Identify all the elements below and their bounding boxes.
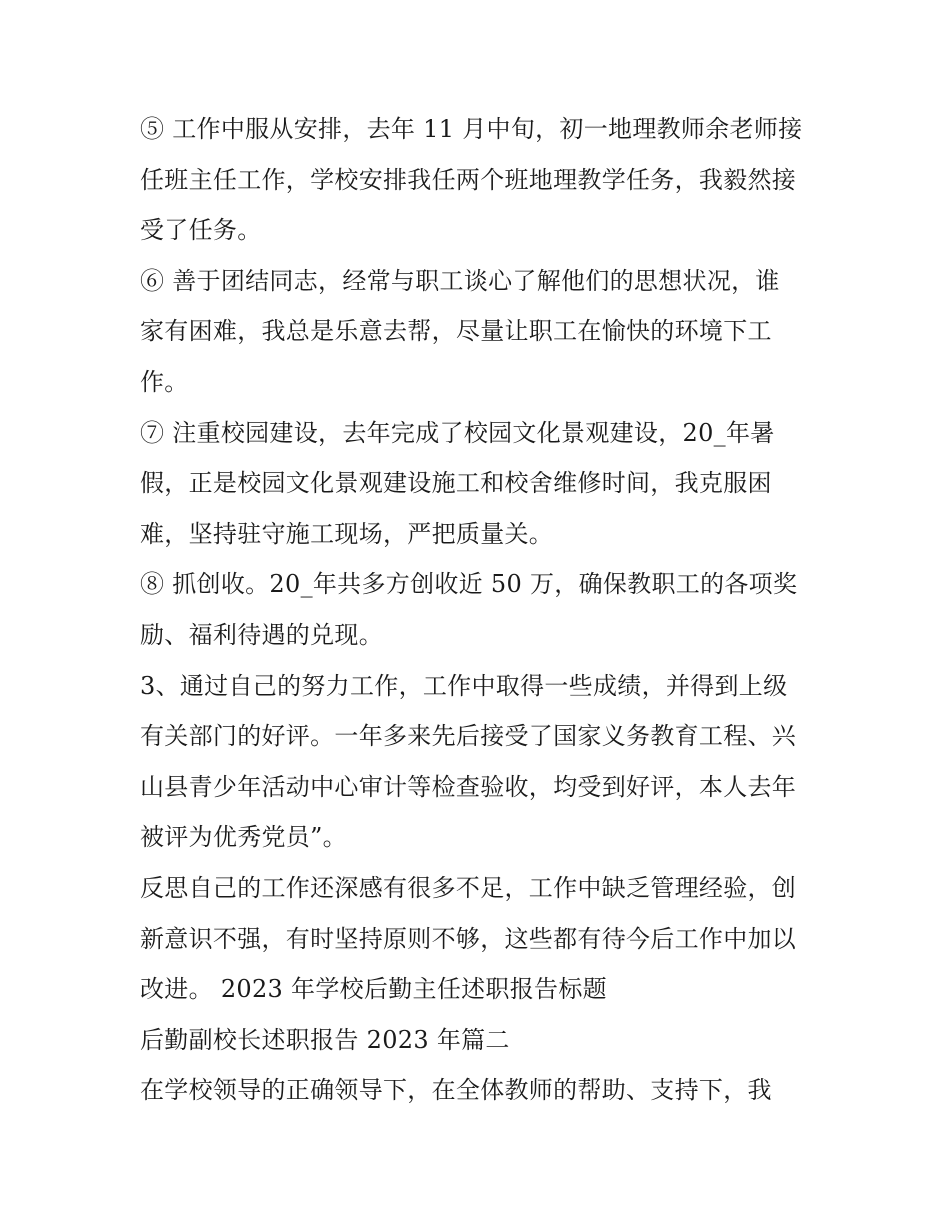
text-line: ⑥ 善于团结同志，经常与职工谈心了解他们的思想状况，谁 [140,266,780,295]
text-line: 有关部门的好评。一年多来先后接受了国家义务教育工程、兴 [140,722,797,751]
text-line: 家有困难，我总是乐意去帮，尽量让职工在愉快的环境下工 [140,317,772,346]
text-line: 任班主任工作，学校安排我任两个班地理教学任务，我毅然接 [140,165,797,194]
text-line: ⑧ 抓创收。20_年共多方创收近 50 万，确保教职工的各项奖 [140,570,798,599]
text-line: 受了任务。 [140,216,262,245]
text-line: 在学校领导的正确领导下，在全体教师的帮助、支持下，我 [140,1076,772,1105]
text-line: 3、通过自己的努力工作，工作中取得一些成绩，并得到上级 [140,671,788,700]
text-line: ⑤ 工作中服从安排，去年 11 月中旬，初一地理教师余老师接 [140,115,803,143]
text-line: 难，坚持驻守施工现场，严把质量关。 [140,519,554,548]
text-line: 改进。 2023 年学校后勤主任述职报告标题 [140,975,607,1004]
text-line: 假，正是校园文化景观建设施工和校舍维修时间，我克服困 [140,469,772,498]
text-line: 山县青少年活动中心审计等检查验收，均受到好评，本人去年 [140,772,797,801]
text-line: ⑦ 注重校园建设，去年完成了校园文化景观建设，20_年暑 [140,418,775,447]
text-line: 作。 [140,367,189,396]
text-line: 励、福利待遇的兑现。 [140,620,383,649]
text-line: 新意识不强，有时坚持原则不够，这些都有待今后工作中加以 [140,924,797,953]
document-body [140,104,820,1116]
section-heading: 后勤副校长述职报告 2023 年篇二 [140,1025,510,1054]
text-line: 被评为优秀党员”。 [140,823,347,852]
text-line: 反思自己的工作还深感有很多不足，工作中缺乏管理经验，创 [140,873,797,902]
